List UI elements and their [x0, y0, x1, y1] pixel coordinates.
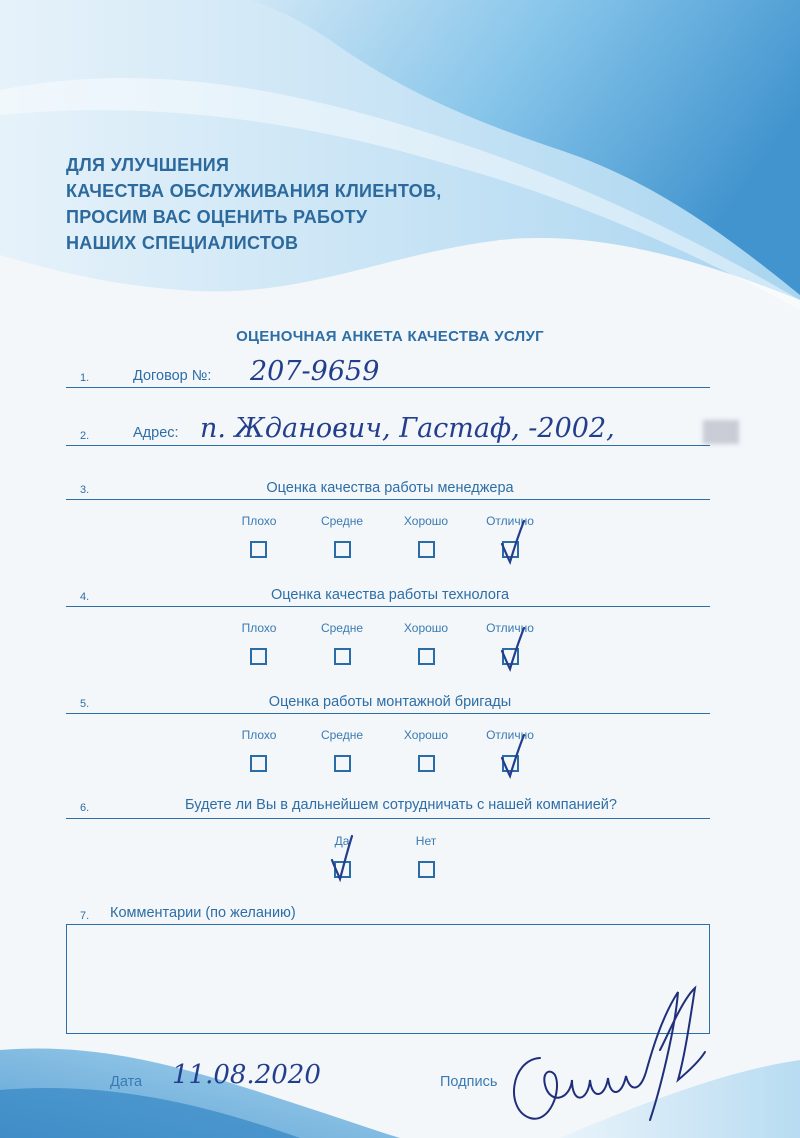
manager-checkbox-good[interactable]: [418, 541, 435, 558]
technologist-underline: [66, 606, 710, 607]
crew-option-bad: Плохо: [241, 728, 277, 742]
technologist-checkbox-bad[interactable]: [250, 648, 267, 665]
technologist-option-average: Средне: [320, 621, 364, 635]
item-number-7: 7.: [80, 910, 90, 922]
cooperate-option-yes: Да: [334, 834, 350, 848]
check-mark-icon: [498, 625, 528, 673]
heading-line-4: НАШИХ СПЕЦИАЛИСТОВ: [66, 233, 299, 253]
manager-option-average: Средне: [320, 514, 364, 528]
cooperate-underline: [66, 818, 710, 819]
contract-number-field[interactable]: 207-9659: [250, 356, 380, 387]
manager-checkbox-average[interactable]: [334, 541, 351, 558]
item-number-2: 2.: [80, 430, 90, 442]
crew-option-good: Хорошо: [403, 728, 449, 742]
page-heading: [66, 152, 442, 256]
manager-underline: [66, 499, 710, 500]
manager-option-bad: Плохо: [241, 514, 277, 528]
form-title: ОЦЕНОЧНАЯ АНКЕТА КАЧЕСТВА УСЛУГ: [236, 328, 544, 345]
manager-option-excellent: Отлично: [486, 514, 534, 528]
check-mark-icon: [498, 732, 528, 780]
check-mark-icon: [498, 518, 528, 566]
contract-label: Договор №:: [133, 368, 212, 384]
technologist-checkbox-average[interactable]: [334, 648, 351, 665]
crew-checkbox-average[interactable]: [334, 755, 351, 772]
technologist-option-bad: Плохо: [241, 621, 277, 635]
item-number-3: 3.: [80, 484, 90, 496]
item-number-4: 4.: [80, 591, 90, 603]
heading-line-2: КАЧЕСТВА ОБСЛУЖИВАНИЯ КЛИЕНТОВ,: [66, 181, 442, 201]
cooperate-checkbox-no[interactable]: [418, 861, 435, 878]
cooperate-option-no: Нет: [415, 834, 437, 848]
crew-checkbox-bad[interactable]: [250, 755, 267, 772]
heading-line-3: ПРОСИМ ВАС ОЦЕНИТЬ РАБОТУ: [66, 207, 368, 227]
address-field[interactable]: п. Жданович, Гастаф, -2002,: [200, 413, 615, 444]
item-number-1: 1.: [80, 372, 90, 384]
date-label: Дата: [110, 1074, 143, 1090]
signature-label: Подпись: [440, 1074, 498, 1090]
question-cooperate: Будете ли Вы в дальнейшем сотрудничать с нашей компанией?: [185, 797, 617, 813]
technologist-option-excellent: Отлично: [486, 621, 534, 635]
item-number-6: 6.: [80, 802, 90, 814]
date-field[interactable]: 11.08.2020: [172, 1060, 321, 1090]
manager-option-good: Хорошо: [403, 514, 449, 528]
crew-option-average: Средне: [320, 728, 364, 742]
check-mark-icon: [326, 832, 356, 882]
question-technologist: Оценка качества работы технолога: [270, 587, 510, 603]
address-underline: [66, 445, 710, 446]
heading-line-1: ДЛЯ УЛУЧШЕНИЯ: [66, 155, 230, 175]
comments-label: Комментарии (по желанию): [110, 905, 296, 921]
crew-checkbox-good[interactable]: [418, 755, 435, 772]
crew-underline: [66, 713, 710, 714]
manager-checkbox-bad[interactable]: [250, 541, 267, 558]
technologist-option-good: Хорошо: [403, 621, 449, 635]
redacted-area: [703, 420, 739, 444]
address-label: Адрес:: [133, 425, 179, 441]
technologist-checkbox-good[interactable]: [418, 648, 435, 665]
crew-option-excellent: Отлично: [486, 728, 534, 742]
question-manager: Оценка качества работы менеджера: [266, 480, 514, 496]
question-crew: Оценка работы монтажной бригады: [268, 694, 512, 710]
signature-image: [500, 980, 710, 1130]
contract-underline: [66, 387, 710, 388]
item-number-5: 5.: [80, 698, 90, 710]
